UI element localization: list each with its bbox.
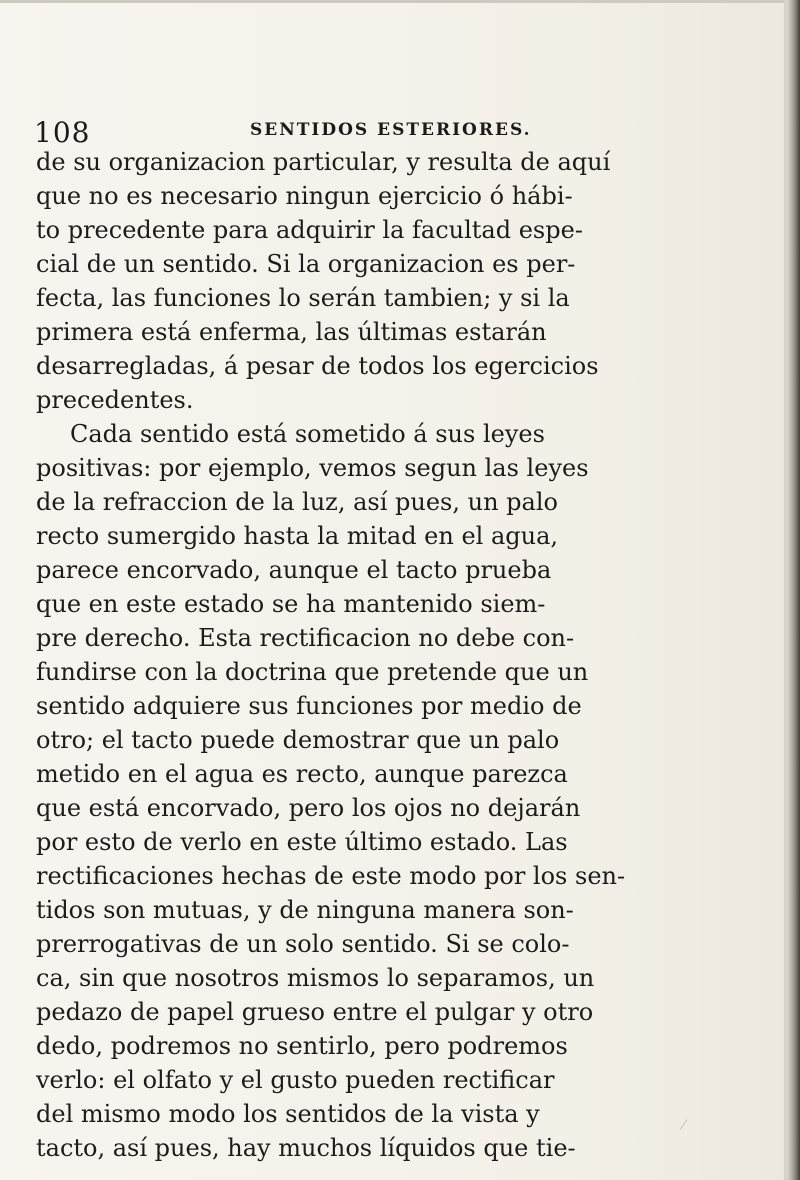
page-header — [34, 116, 724, 149]
text-line: de la refraccion de la luz, así pues, un palo — [36, 488, 558, 516]
text-line: por esto de verlo en este último estado. Las — [36, 828, 568, 856]
text-line: dedo, podremos no sentirlo, pero podremos — [36, 1032, 568, 1060]
text-line: pre derecho. Esta rectificacion no debe con- — [36, 624, 575, 652]
text-line: positivas: por ejemplo, vemos segun las leyes — [36, 454, 589, 482]
text-line: cial de un sentido. Si la organizacion es per- — [36, 250, 576, 278]
text-line: prerrogativas de un solo sentido. Si se colo- — [36, 930, 570, 958]
text-line: pedazo de papel grueso entre el pulgar y otro — [36, 998, 594, 1026]
text-line: tacto, así pues, hay muchos líquidos que tie- — [36, 1134, 576, 1162]
text-line: que en este estado se ha mantenido siem- — [36, 590, 546, 618]
text-line: recto sumergido hasta la mitad en el agua, — [36, 522, 559, 550]
text-line: to precedente para adquirir la facultad espe- — [36, 216, 583, 244]
text-line: desarregladas, á pesar de todos los egercicios — [36, 352, 599, 380]
text-line: que está encorvado, pero los ojos no dejarán — [36, 794, 581, 822]
text-line: fundirse con la doctrina que pretende que un — [36, 658, 589, 686]
text-line: verlo: el olfato y el gusto pueden rectificar — [36, 1066, 555, 1094]
text-line: de su organizacion particular, y resulta de aquí — [36, 148, 611, 176]
text-line: precedentes. — [36, 386, 194, 414]
text-line: del mismo modo los sentidos de la vista y — [36, 1100, 540, 1128]
text-line: ca, sin que nosotros mismos lo separamos, un — [36, 964, 595, 992]
body-text — [36, 145, 736, 1165]
top-edge — [0, 0, 800, 3]
text-line: primera está enferma, las últimas estarán — [36, 318, 547, 346]
text-line: metido en el agua es recto, aunque parezca — [36, 760, 568, 788]
text-line: otro; el tacto puede demostrar que un palo — [36, 726, 560, 754]
text-line: parece encorvado, aunque el tacto prueba — [36, 556, 552, 584]
page-binding-edge — [784, 0, 800, 1180]
text-line: sentido adquiere sus funciones por medio de — [36, 692, 582, 720]
text-line: tidos son mutuas, y de ninguna manera son- — [36, 896, 574, 924]
paragraph-start-line: Cada sentido está sometido á sus leyes — [70, 420, 545, 448]
text-line: fecta, las funciones lo serán tambien; y si la — [36, 284, 570, 312]
text-line: rectificaciones hechas de este modo por los sen- — [36, 862, 626, 890]
page-number: 108 — [34, 116, 91, 149]
running-head: SENTIDOS ESTERIORES. — [250, 120, 532, 140]
page-edge-line — [784, 0, 786, 1180]
text-line: que no es necesario ningun ejercicio ó hábi- — [36, 182, 573, 210]
